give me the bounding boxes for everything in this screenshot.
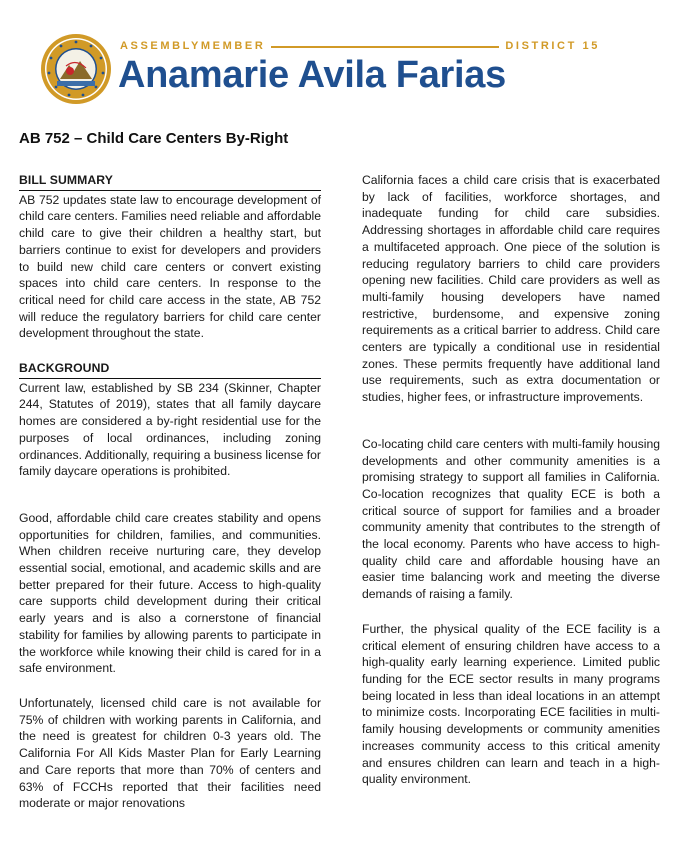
left-column [19,172,321,812]
background-paragraph-2: Good, affordable child care creates stability and opens opportunities for children, families, and communities. When children receive nurturing care, they develop essential social, emotional, and academic skills and are better prepared for their future. Access to high-quality care supports child development during their critical early years and is also a cornerstone of financial stability for families by allowing parents to participate in the workforce while knowing their child is cared for in a safe environment. [19,510,321,676]
district-label: DISTRICT 15 [499,40,600,53]
right-paragraph-1: California faces a child care crisis that is exacerbated by lack of facilities, workforce shortages, and inadequate funding for child care subsidies. Addressing shortages in affordable child care requires a multifaceted approach. One piece of the solution is reducing regulatory barriers to child care providers opening new facilities. Child care providers as well as multi-family housing developers have named restrictive, burdensome, and expensive zoning requirements as a critical barrier to address. Child care centers are typically a conditional use in residential zones. These permits frequently have additional land use requirements, such as extra documentation or studies, higher fees, or infrastructure improvements. [362,173,660,405]
background-heading: BACKGROUND [19,360,321,379]
letterhead [0,0,677,110]
letterhead-rule [120,40,600,54]
member-name: Anamarie Avila Farias [118,54,506,96]
assemblymember-label: ASSEMBLYMEMBER [120,40,271,53]
background-paragraph-1: Current law, established by SB 234 (Skinner, Chapter 244, Statutes of 2019), states that all family daycare homes are considered a by-right residential use for the purposes of local ordinances, including zoning ordinances. Additionally, requiring a business license for family daycare operations is prohibited. [19,380,321,479]
bill-title: AB 752 – Child Care Centers By-Right [19,130,289,147]
bill-summary-text: AB 752 updates state law to encourage development of child care centers. Families need reliable and affordable child care to give their children a healthy start, but barriers continue to exist for developers and providers to build new child care centers or convert existing spaces into child care centers. In response to the critical need for child care access in the state, AB 752 will reduce the regulatory barriers for child care center development throughout the state. [19,192,321,341]
right-paragraph-2: Co-locating child care centers with multi-family housing developments and other community amenities is a promising strategy to support all families in California. Co-location recognizes that quality ECE is both a critical source of support for families and a broader community amenity that contributes to the strength of the local economy. Parents who have access to high-quality child care and affordable housing have an easier time balancing work and meeting the diverse demands of raising a family. [362,436,660,602]
california-seal-icon [40,33,112,105]
right-paragraph-3: Further, the physical quality of the ECE facility is a critical element of ensuring children have access to a high-quality early learning experience. Limited public funding for the ECE sector results in many programs being located in less than ideal locations in an attempt to minimize costs. Incorporating ECE facilities in multi-family housing developments or community amenities increases community access to this critical amenity and ensures children can learn and teach in a high-quality environment. [362,621,660,787]
background-paragraph-3: Unfortunately, licensed child care is not available for 75% of children with working parents in California, and the need is greatest for children 0-3 years old. The California For All Kids Master Plan for Early Learning and Care reports that more than 70% of centers and 63% of FCCHs reported that their facilities need moderate or major renovations [19,695,321,811]
bill-summary-heading: BILL SUMMARY [19,172,321,191]
right-column [362,172,660,788]
